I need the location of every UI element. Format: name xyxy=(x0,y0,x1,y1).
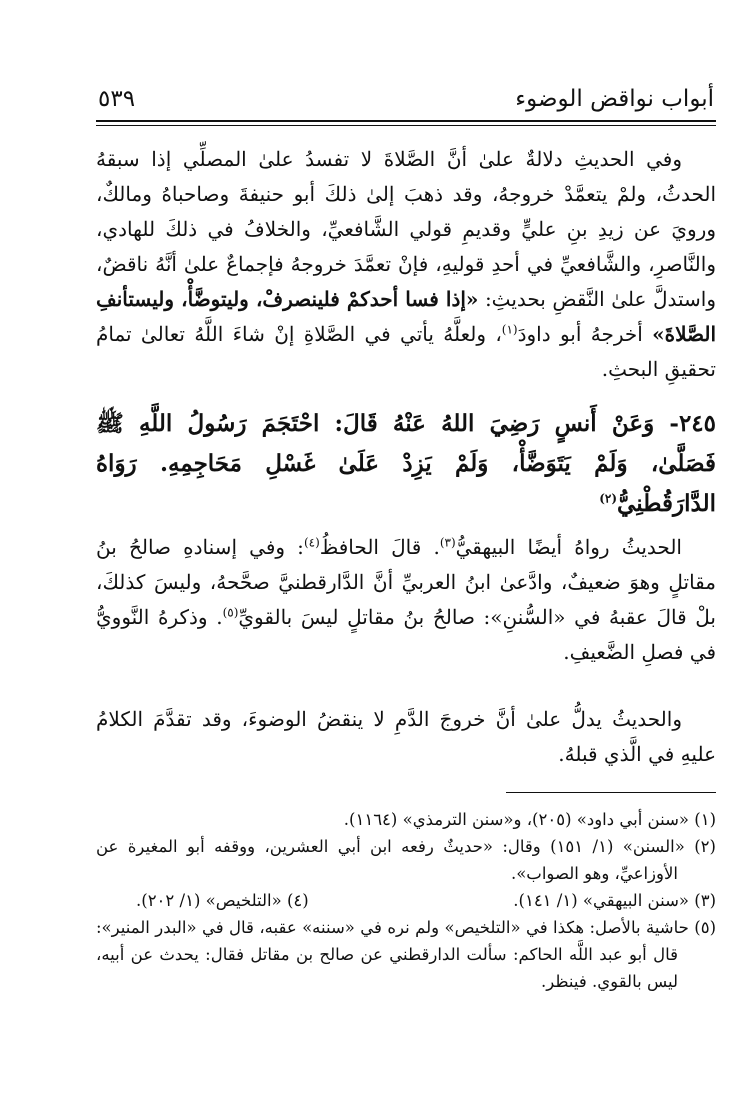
footnote-row-3-4 xyxy=(96,887,716,914)
footnote-2: (٢) «السنن» (١/ ١٥١) وقال: «حديثٌ رفعه ابن أبي العشرين، ووقفه أبو المغيرة عن الأوزاعيِّ، وهو الصواب». xyxy=(96,837,716,883)
footnote-4: (٤) «التلخيص» (١/ ٢٠٢). xyxy=(136,891,309,910)
footnote-3: (٣) «سنن البيهقي» (١/ ١٤١). xyxy=(513,891,716,910)
book-page xyxy=(96,78,716,1078)
paragraph-3: والحديثُ يدلُّ علىٰ أنَّ خروجَ الدَّمِ لا ينقضُ الوضوءَ، وقد تقدَّمَ الكلامُ عليهِ في الَّذي قبلهُ. xyxy=(96,707,716,766)
commentary-section-3 xyxy=(96,702,716,772)
page-header xyxy=(96,78,716,118)
paragraph-2-text-d: . وذكرهُ النَّوويُّ في فصلِ الضَّعيفِ. xyxy=(96,605,716,664)
paragraph-2 xyxy=(96,530,716,670)
hadith-245 xyxy=(96,404,716,524)
hadith-text xyxy=(96,404,716,524)
paragraph-2-text-c: : وفي إسنادهِ صالحُ بنُ مقاتلٍ وهوَ ضعيفٌ، وادَّعىٰ ابنُ العربيِّ أنَّ الدَّارقطنيَّ صحَّحهُ، وليسَ كذلكَ، بلْ قالَ عقبهُ في «السُّننِ»: صالحُ بنُ مقاتلٍ ليسَ بالقويِّ xyxy=(96,535,716,629)
paragraph-2-text-b: . قالَ الحافظُ xyxy=(319,535,440,559)
header-rule-thin xyxy=(96,125,716,126)
hadith-text-body: ٢٤٥- وَعَنْ أَنسٍ رَضِيَ اللهُ عَنْهُ قَالَ: احْتَجَمَ رَسُولُ اللَّهِ ﷺ فَصَلَّىٰ، وَلَمْ يَتَوَضَّأْ، وَلَمْ يَزِدْ عَلَىٰ غَسْلِ مَحَاجِمِهِ. رَوَاهُ الدَّارَقُطْنِيُّ xyxy=(96,410,716,517)
footnotes xyxy=(96,806,716,995)
paragraph-1-text-a: وفي الحديثِ دلالةٌ علىٰ أنَّ الصَّلاةَ لا تفسدُ علىٰ المصلِّي إذا سبقهُ الحدثُ، ولمْ يتعمَّدْ خروجهُ، وقد ذهبَ إلىٰ ذلكَ أبو حنيفةَ وصاحباهُ ومالكٌ، ورويَ عن زيدِ بنِ عليٍّ وقديمِ قولي الشَّافعيِّ، والخلافُ في ذلكَ للهادي، والنَّاصرِ، والشَّافعيِّ في أحدِ قوليهِ، فإنْ تعمَّدَ خروجهُ فإجماعٌ علىٰ أنَّهُ ناقضٌ، واستدلَّ علىٰ النَّقضِ بحديثِ: xyxy=(96,147,717,311)
footnote-divider xyxy=(506,792,716,793)
footnote-5: (٥) حاشية بالأصل: هكذا في «التلخيص» ولم نره في «سننه» عقبه، قال في «البدر المنير»: قال أبو عبد اللَّه الحاكم: سألت الدارقطني عن صالح بن مقاتل فقال: يحدث عن أبيه، ليس بالقوي. فينظر. xyxy=(96,918,716,991)
paragraph-1-text-c: ، ولعلَّهُ يأتي في الصَّلاةِ إنْ شاءَ اللَّهُ تعالىٰ تمامُ تحقيقِ البحثِ. xyxy=(96,322,716,381)
footnote-ref-4[interactable]: (٤) xyxy=(303,535,320,550)
paragraph-1 xyxy=(96,142,716,387)
hadith-quote: «إذا فسا أحدكمْ فلينصرفْ، وليتوضَّأْ، وليستأنفِ الصَّلاةَ» xyxy=(96,287,716,346)
footnote-1: (١) «سنن أبي داود» (٢٠٥)، و«سنن الترمذي» (١١٦٤). xyxy=(343,810,716,829)
commentary-section-1 xyxy=(96,142,716,387)
footnote-ref-2[interactable]: (٢) xyxy=(599,491,618,506)
footnote-ref-5[interactable]: (٥) xyxy=(222,605,239,620)
header-rule-thick xyxy=(96,120,716,122)
footnote-ref-1[interactable]: (١) xyxy=(501,322,518,337)
commentary-section-2 xyxy=(96,530,716,670)
footnote-ref-3[interactable]: (٣) xyxy=(439,535,456,550)
paragraph-2-text-a: الحديثُ رواهُ أيضًا البيهقيُّ xyxy=(455,535,682,559)
paragraph-1-text-b: أخرجهُ أبو داودَ xyxy=(517,322,653,346)
chapter-title: أبواب نواقض الوضوء xyxy=(515,86,714,112)
page-number: ٥٣٩ xyxy=(98,86,136,112)
